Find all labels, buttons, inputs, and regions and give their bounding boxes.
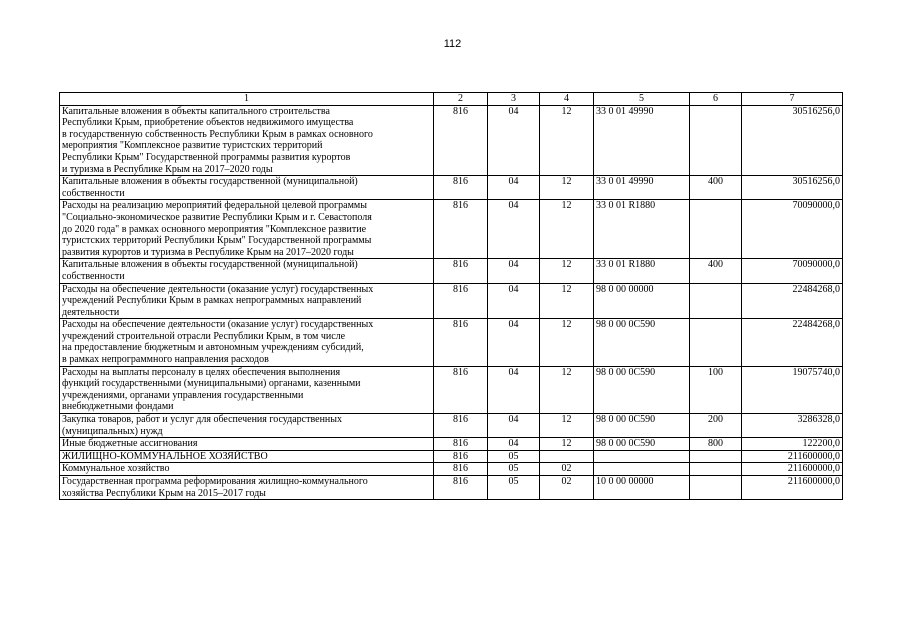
row-subsection-cell: 02	[540, 476, 594, 500]
row-expense-type-cell: 100	[690, 366, 742, 413]
row-amount-cell: 30516256,0	[742, 176, 843, 200]
row-target-article-cell: 98 0 00 0С590	[594, 319, 690, 366]
row-subsection-cell: 02	[540, 463, 594, 476]
row-name-cell: Капитальные вложения в объекты государственной (муниципальной) собственности	[60, 176, 434, 200]
row-section-cell: 04	[488, 176, 540, 200]
table-row	[60, 283, 843, 319]
row-section-cell: 04	[488, 200, 540, 259]
table-row	[60, 366, 843, 413]
row-target-article-cell: 98 0 00 0С590	[594, 414, 690, 438]
row-section-cell: 04	[488, 259, 540, 283]
table-body	[60, 105, 843, 500]
row-name-cell: Капитальные вложения в объекты капитального строительства Республики Крым, приобретение объектов недвижимого имущества в государственную собственность Республики Крым в рамках основного мероприятия "Комплексное развитие туристских территорий Республики Крым" Государственной программы развития курортов и туризма в Республике Крым на 2017–2020 годы	[60, 105, 434, 176]
row-subsection-cell	[540, 450, 594, 463]
table-row	[60, 319, 843, 366]
row-target-article-cell: 33 0 01 49990	[594, 176, 690, 200]
header-cell-subsection: 4	[540, 93, 594, 106]
row-expense-type-cell: 400	[690, 259, 742, 283]
table-row	[60, 259, 843, 283]
row-name-cell: Иные бюджетные ассигнования	[60, 438, 434, 451]
row-grbs-cell: 816	[434, 105, 488, 176]
row-target-article-cell: 10 0 00 00000	[594, 476, 690, 500]
table-header-row	[60, 93, 843, 106]
row-amount-cell: 211600000,0	[742, 450, 843, 463]
row-expense-type-cell: 800	[690, 438, 742, 451]
row-target-article-cell: 33 0 01 R1880	[594, 259, 690, 283]
row-grbs-cell: 816	[434, 414, 488, 438]
row-grbs-cell: 816	[434, 283, 488, 319]
row-expense-type-cell	[690, 200, 742, 259]
row-subsection-cell: 12	[540, 200, 594, 259]
row-expense-type-cell	[690, 283, 742, 319]
row-name-cell: Капитальные вложения в объекты государственной (муниципальной) собственности	[60, 259, 434, 283]
row-grbs-cell: 816	[434, 450, 488, 463]
page-number: 112	[443, 38, 462, 50]
row-expense-type-cell	[690, 476, 742, 500]
row-name-cell: Расходы на реализацию мероприятий федеральной целевой программы "Социально-экономическое развитие Республики Крым и г. Севастополя до 2020 года" в рамках основного мероприятия "Комплексное развитие туристских территорий Республики Крым" Государственной программы развития курортов и туризма в Республике Крым на 2017–2020 годы	[60, 200, 434, 259]
table-row	[60, 200, 843, 259]
row-name-cell: Расходы на обеспечение деятельности (оказание услуг) государственных учреждений строительной отрасли Республики Крым, в том числе на предоставление бюджетным и автономным учреждениям субсидий, в рамках непрограммного направления расходов	[60, 319, 434, 366]
row-expense-type-cell	[690, 319, 742, 366]
row-amount-cell: 211600000,0	[742, 463, 843, 476]
table-row	[60, 176, 843, 200]
row-subsection-cell: 12	[540, 105, 594, 176]
row-section-cell: 04	[488, 319, 540, 366]
row-subsection-cell: 12	[540, 176, 594, 200]
header-cell-amount: 7	[742, 93, 843, 106]
table-row	[60, 105, 843, 176]
table-row	[60, 438, 843, 451]
row-section-cell: 05	[488, 463, 540, 476]
row-section-cell: 05	[488, 450, 540, 463]
row-grbs-cell: 816	[434, 438, 488, 451]
row-section-cell: 04	[488, 105, 540, 176]
row-name-cell: Расходы на выплаты персоналу в целях обеспечения выполнения функций государственными (муниципальными) органами, казенными учреждениями, органами управления государственными внебюджетными фондами	[60, 366, 434, 413]
row-amount-cell: 3286328,0	[742, 414, 843, 438]
row-name-cell: Государственная программа реформирования жилищно-коммунального хозяйства Республики Крым на 2015–2017 годы	[60, 476, 434, 500]
table-row	[60, 414, 843, 438]
row-amount-cell: 30516256,0	[742, 105, 843, 176]
header-cell-name: 1	[60, 93, 434, 106]
row-target-article-cell	[594, 463, 690, 476]
row-name-cell: Расходы на обеспечение деятельности (оказание услуг) государственных учреждений Республики Крым в рамках непрограммных направлений деятельности	[60, 283, 434, 319]
row-grbs-cell: 816	[434, 176, 488, 200]
row-name-cell: Закупка товаров, работ и услуг для обеспечения государственных (муниципальных) нужд	[60, 414, 434, 438]
row-grbs-cell: 816	[434, 366, 488, 413]
row-target-article-cell: 98 0 00 0С590	[594, 366, 690, 413]
row-expense-type-cell	[690, 105, 742, 176]
row-name-cell: Коммунальное хозяйство	[60, 463, 434, 476]
row-grbs-cell: 816	[434, 319, 488, 366]
row-expense-type-cell	[690, 450, 742, 463]
header-cell-grbs: 2	[434, 93, 488, 106]
row-amount-cell: 70090000,0	[742, 259, 843, 283]
budget-table	[59, 92, 843, 500]
row-amount-cell: 211600000,0	[742, 476, 843, 500]
row-amount-cell: 70090000,0	[742, 200, 843, 259]
row-grbs-cell: 816	[434, 200, 488, 259]
row-amount-cell: 122200,0	[742, 438, 843, 451]
row-grbs-cell: 816	[434, 463, 488, 476]
row-target-article-cell: 33 0 01 49990	[594, 105, 690, 176]
row-subsection-cell: 12	[540, 319, 594, 366]
row-subsection-cell: 12	[540, 259, 594, 283]
row-amount-cell: 22484268,0	[742, 319, 843, 366]
row-expense-type-cell: 200	[690, 414, 742, 438]
row-section-cell: 04	[488, 438, 540, 451]
row-target-article-cell: 98 0 00 00000	[594, 283, 690, 319]
row-target-article-cell: 98 0 00 0С590	[594, 438, 690, 451]
row-target-article-cell: 33 0 01 R1880	[594, 200, 690, 259]
table-row	[60, 476, 843, 500]
row-section-cell: 05	[488, 476, 540, 500]
row-name-cell: ЖИЛИЩНО-КОММУНАЛЬНОЕ ХОЗЯЙСТВО	[60, 450, 434, 463]
row-grbs-cell: 816	[434, 259, 488, 283]
row-amount-cell: 22484268,0	[742, 283, 843, 319]
header-cell-expense-type: 6	[690, 93, 742, 106]
table-row	[60, 450, 843, 463]
row-expense-type-cell	[690, 463, 742, 476]
header-cell-section: 3	[488, 93, 540, 106]
row-grbs-cell: 816	[434, 476, 488, 500]
header-cell-target-article: 5	[594, 93, 690, 106]
row-section-cell: 04	[488, 283, 540, 319]
row-amount-cell: 19075740,0	[742, 366, 843, 413]
table-row	[60, 463, 843, 476]
row-subsection-cell: 12	[540, 283, 594, 319]
row-section-cell: 04	[488, 366, 540, 413]
row-subsection-cell: 12	[540, 438, 594, 451]
row-subsection-cell: 12	[540, 414, 594, 438]
row-target-article-cell	[594, 450, 690, 463]
row-section-cell: 04	[488, 414, 540, 438]
row-expense-type-cell: 400	[690, 176, 742, 200]
row-subsection-cell: 12	[540, 366, 594, 413]
